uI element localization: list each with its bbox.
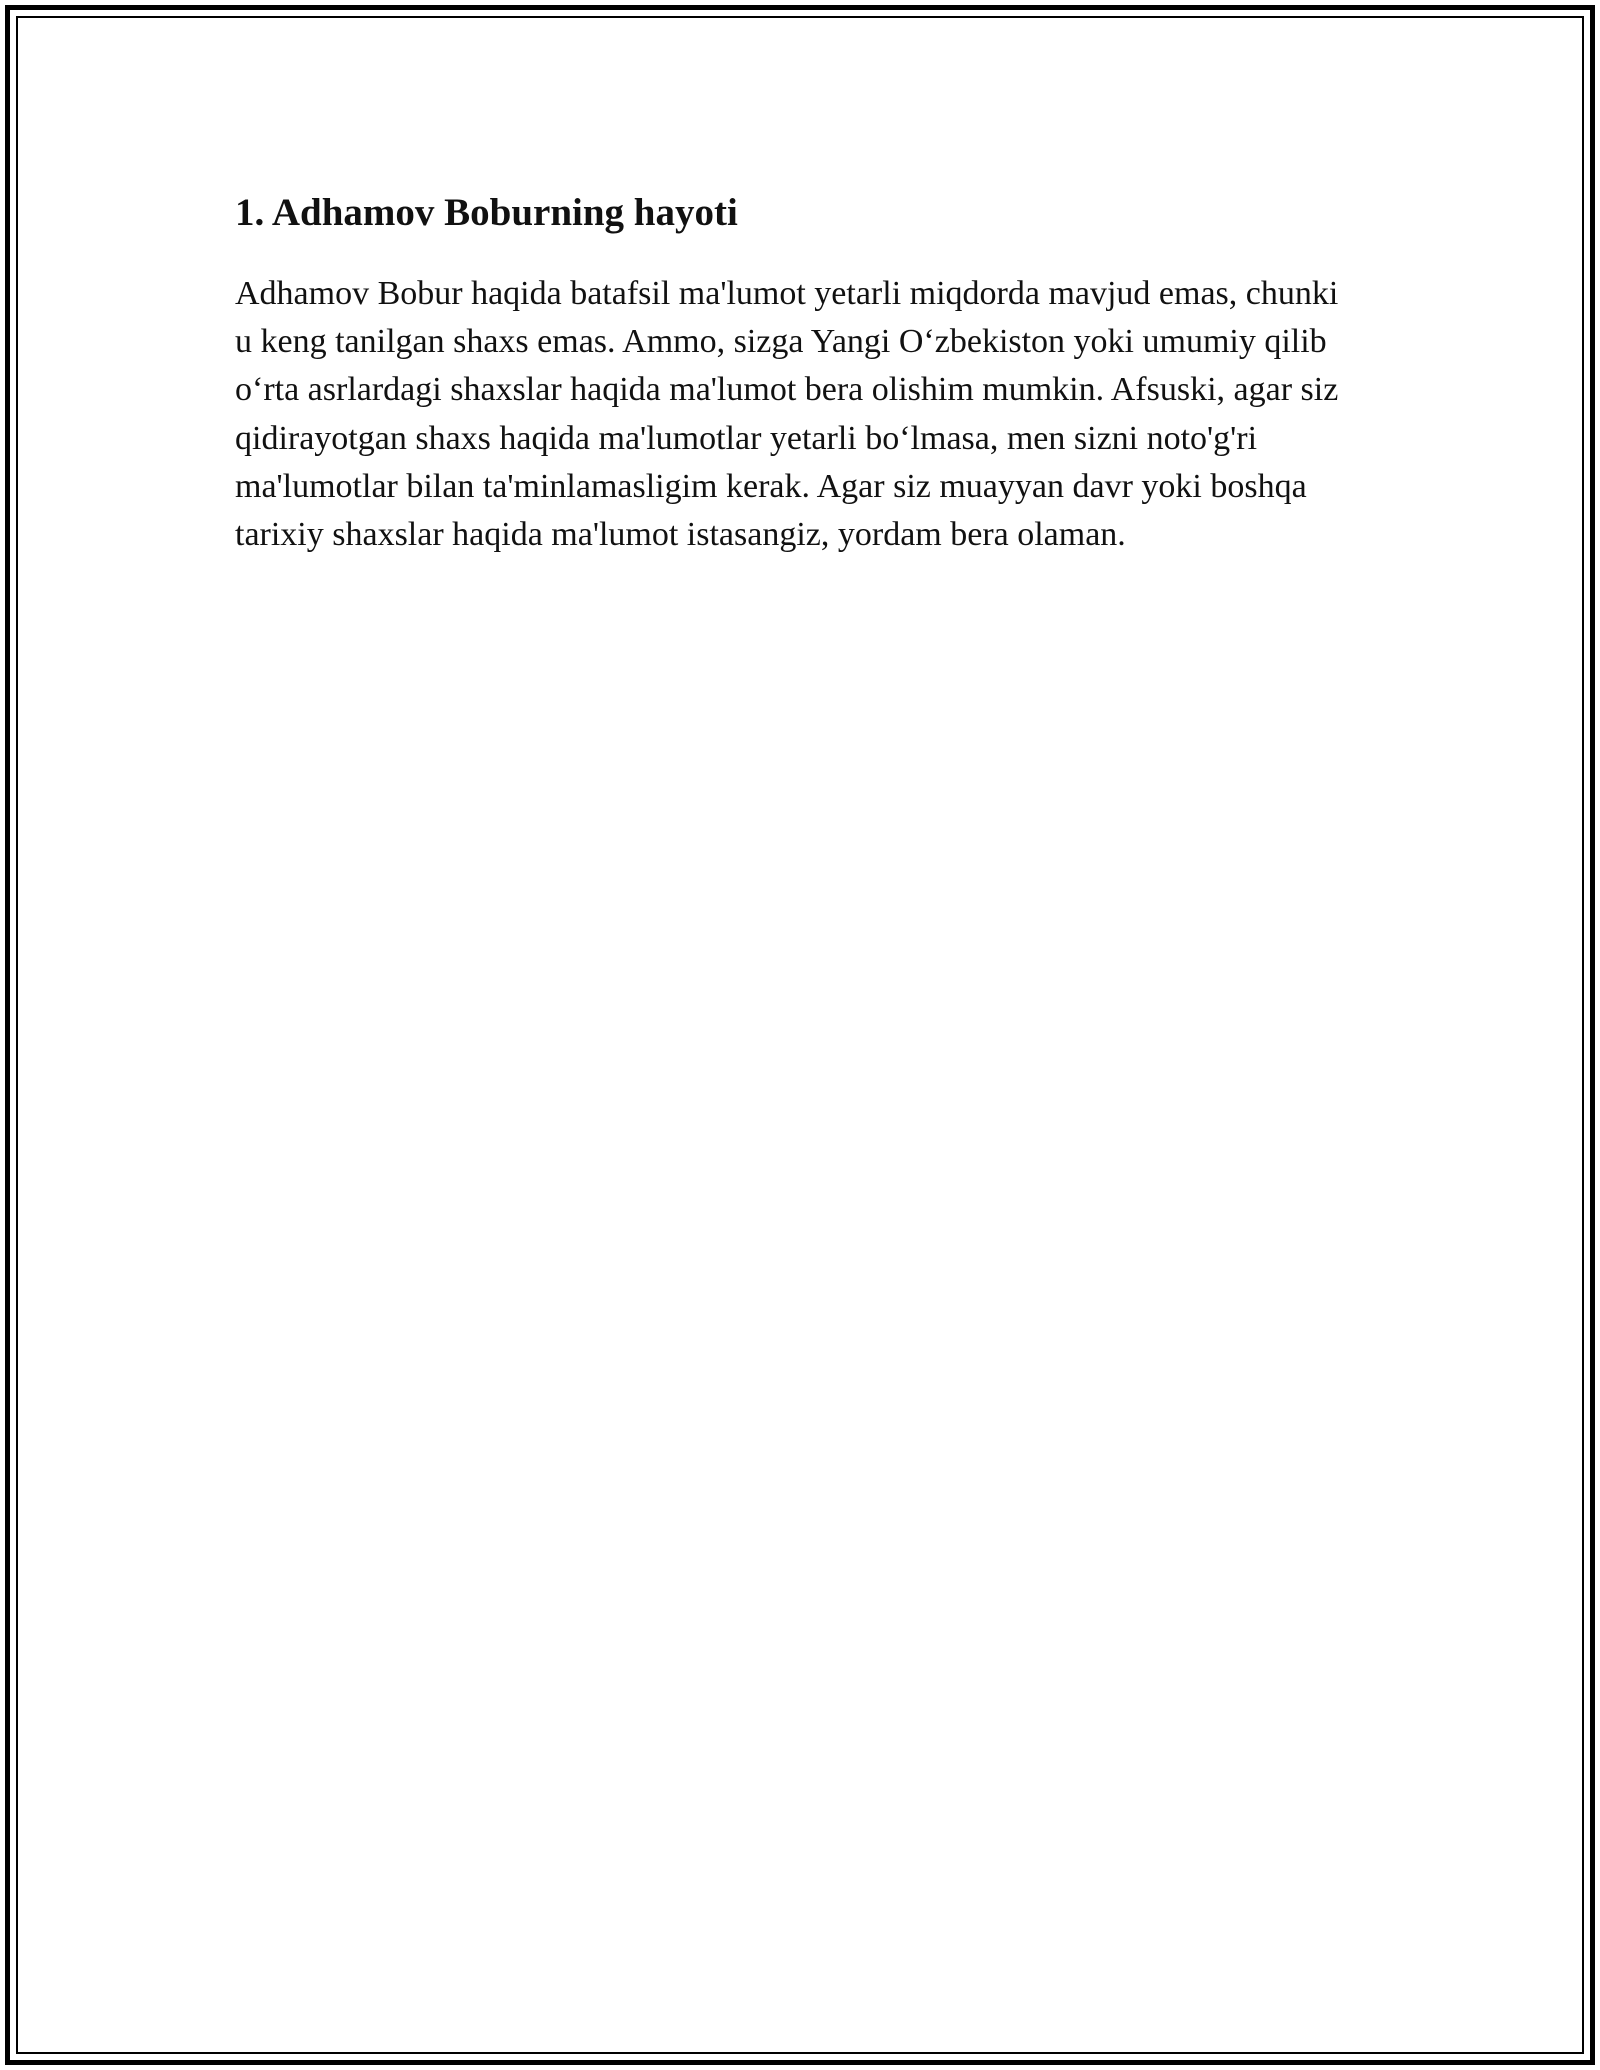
section-heading: 1. Adhamov Boburning hayoti: [235, 191, 738, 234]
document-content: [235, 188, 1355, 559]
body-paragraph: Adhamov Bobur haqida batafsil ma'lumot yetarli miqdorda mavjud emas, chunki u keng tanilgan shaxs emas. Ammo, sizga Yangi O‘zbekiston yoki umumiy qilib o‘rta asrlardagi shaxslar haqida ma'lumot bera olishim mumkin. Afsuski, agar siz qidirayotgan shaxs haqida ma'lumotlar yetarli bo‘lmasa, men sizni noto'g'ri ma'lumotlar bilan ta'minlamasligim kerak. Agar siz muayyan davr yoki boshqa tarixiy shaxslar haqida ma'lumot istasangiz, yordam bera olaman.: [235, 275, 1339, 554]
